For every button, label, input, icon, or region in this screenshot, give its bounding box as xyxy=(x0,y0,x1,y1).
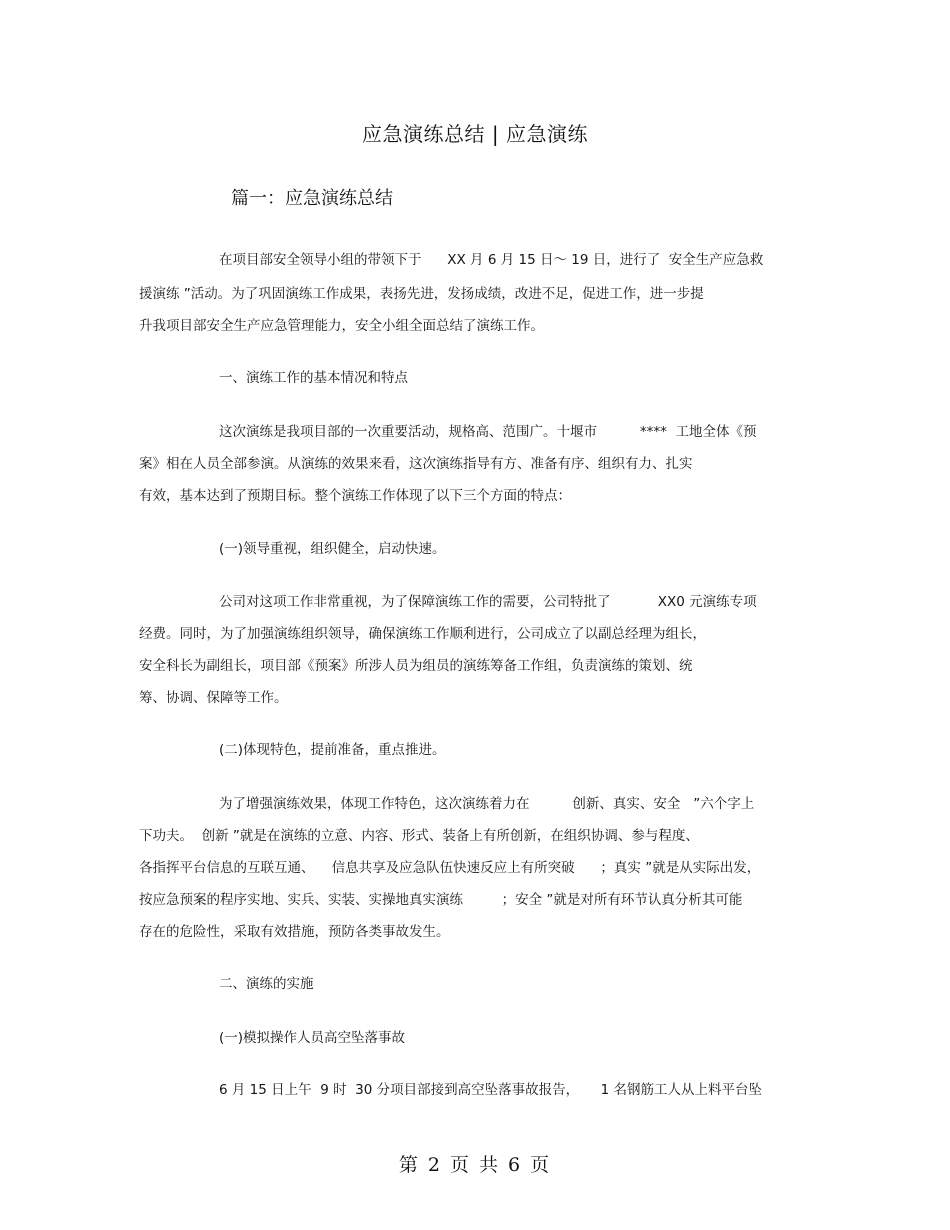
paragraph-line: 案》相在人员全部参演。从演练的效果来看，这次演练指导有方、准备有序、组织有力、扎实 xyxy=(139,456,693,472)
paragraph-line: 援演练 ”活动。为了巩固演练工作成果，表扬先进，发扬成绩，改进不足，促进工作，进一步提 xyxy=(139,286,704,302)
paragraph-line: 公司对这项工作非常重视，为了保障演练工作的需要，公司特批了 XX0 元演练专项 xyxy=(219,594,757,610)
paragraph-line: 为了增强演练效果，体现工作特色，这次演练着力在 创新、真实、安全 ”六个字上 xyxy=(219,796,755,812)
paragraph-line: 存在的危险性，采取有效措施，预防各类事故发生。 xyxy=(139,924,450,940)
paragraph-line: 这次演练是我项目部的一次重要活动，规格高、范围广。十堰市 **** 工地全体《预 xyxy=(219,424,757,440)
paragraph-line: 筹、协调、保障等工作。 xyxy=(139,690,288,706)
document-title: 应急演练总结 | 应急演练 xyxy=(362,122,588,146)
paragraph-line: 有效，基本达到了预期目标。整个演练工作体现了以下三个方面的特点： xyxy=(139,488,571,504)
paragraph-line: 各指挥平台信息的互联互通、 信息共享及应急队伍快速反应上有所突破 ；真实 ”就是从实际出发， xyxy=(139,860,761,876)
subsection-heading: (一)模拟操作人员高空坠落事故 xyxy=(219,1030,406,1046)
subsection-heading: (一)领导重视，组织健全，启动快速。 xyxy=(219,541,446,557)
paragraph-line: 安全科长为副组长，项目部《预案》所涉人员为组员的演练筹备工作组，负责演练的策划、统 xyxy=(139,658,693,674)
subsection-heading: (二)体现特色，提前准备，重点推进。 xyxy=(219,742,446,758)
paragraph-line: 在项目部安全领导小组的带领下于 XX 月 6 月 15 日～ 19 日，进行了 安全生产应急救 xyxy=(219,252,764,268)
paragraph-line: 按应急预案的程序实地、实兵、实装、实操地真实演练 ；安全 ”就是对所有环节认真分析其可能 xyxy=(139,892,743,908)
paragraph-line: 升我项目部安全生产应急管理能力，安全小组全面总结了演练工作。 xyxy=(139,318,544,334)
section-subtitle: 篇一：应急演练总结 xyxy=(231,188,393,209)
page-number-footer: 第 2 页 共 6 页 xyxy=(398,1154,552,1176)
section-heading: 一、演练工作的基本情况和特点 xyxy=(219,370,408,386)
paragraph-line: 6 月 15 日上午 9 时 30 分项目部接到高空坠落事故报告， 1 名钢筋工人从上料平台坠 xyxy=(219,1082,762,1098)
section-heading: 二、演练的实施 xyxy=(219,976,314,992)
paragraph-line: 下功夫。 创新 ”就是在演练的立意、内容、形式、装备上有所创新，在组织协调、参与程度、 xyxy=(139,828,699,844)
paragraph-line: 经费。同时，为了加强演练组织领导，确保演练工作顺利进行，公司成立了以副总经理为组长， xyxy=(139,626,706,642)
